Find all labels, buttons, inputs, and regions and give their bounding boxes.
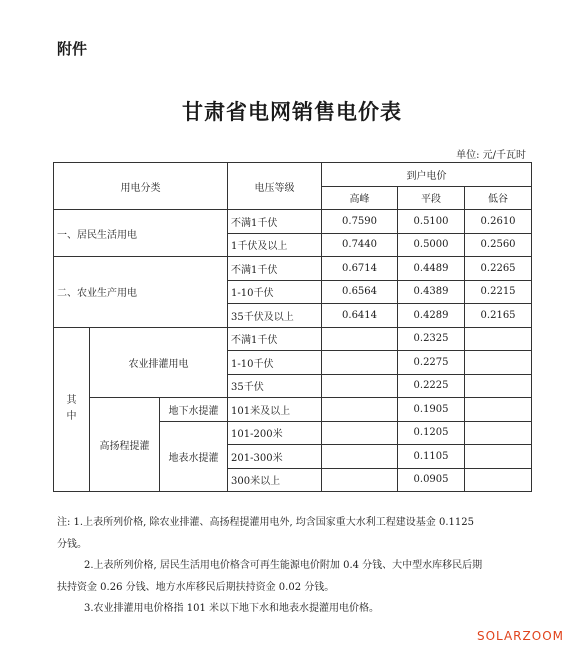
of-which-char-2: 中 <box>66 411 77 423</box>
peak-cell-empty <box>322 468 398 492</box>
note-2a: 2.上表所列价格, 居民生活用电价格含可再生能源电价附加 0.4 分钱、大中型水库移民后期 <box>84 560 483 571</box>
voltage-cell: 不满1千伏 <box>228 327 322 351</box>
voltage-cell: 201-300米 <box>228 445 322 469</box>
table-row <box>54 327 532 351</box>
header-category: 用电分类 <box>54 163 228 210</box>
flat-cell: 0.1105 <box>398 445 465 469</box>
of-which-label <box>54 327 90 492</box>
voltage-cell: 1-10千伏 <box>228 280 322 304</box>
table-row <box>54 257 532 281</box>
peak-cell-empty <box>322 445 398 469</box>
peak-cell: 0.7440 <box>322 233 398 257</box>
watermark: SOLARZOOM <box>476 629 564 643</box>
valley-cell-empty <box>465 445 532 469</box>
voltage-cell: 101米及以上 <box>228 398 322 422</box>
note-1a: 注: 1.上表所列价格, 除农业排灌、高扬程提灌用电外, 均含国家重大水利工程建设基金 0.1125 <box>57 517 474 528</box>
flat-cell: 0.2325 <box>398 327 465 351</box>
voltage-cell: 35千伏及以上 <box>228 304 322 328</box>
peak-cell-empty <box>322 398 398 422</box>
peak-cell: 0.6414 <box>322 304 398 328</box>
subcategory-groundwater: 地下水提灌 <box>160 398 228 422</box>
valley-cell: 0.2165 <box>465 304 532 328</box>
flat-cell: 0.1205 <box>398 421 465 445</box>
voltage-cell: 不满1千伏 <box>228 257 322 281</box>
valley-cell: 0.2215 <box>465 280 532 304</box>
valley-cell: 0.2265 <box>465 257 532 281</box>
page-title: 甘肃省电网销售电价表 <box>182 99 402 124</box>
flat-cell: 0.5000 <box>398 233 465 257</box>
peak-cell-empty <box>322 351 398 375</box>
voltage-cell: 1-10千伏 <box>228 351 322 375</box>
of-which-char-1: 其 <box>66 395 77 407</box>
header-voltage: 电压等级 <box>228 163 322 210</box>
valley-cell-empty <box>465 351 532 375</box>
header-price-group: 到户电价 <box>322 163 532 187</box>
valley-cell-empty <box>465 374 532 398</box>
voltage-cell: 1千伏及以上 <box>228 233 322 257</box>
flat-cell: 0.0905 <box>398 468 465 492</box>
note-1b: 分钱。 <box>57 538 87 550</box>
peak-cell: 0.6564 <box>322 280 398 304</box>
table-header-row <box>54 163 532 187</box>
voltage-cell: 101-200米 <box>228 421 322 445</box>
valley-cell-empty <box>465 398 532 422</box>
table-row <box>54 210 532 234</box>
subcategory-surface: 地表水提灌 <box>160 421 228 492</box>
flat-cell: 0.4489 <box>398 257 465 281</box>
valley-cell: 0.2560 <box>465 233 532 257</box>
category-high-lift: 高扬程提灌 <box>90 398 160 492</box>
category-residential: 一、居民生活用电 <box>54 210 228 257</box>
header-valley: 低谷 <box>465 186 532 210</box>
note-3: 3.农业排灌用电价格指 101 米以下地下水和地表水提灌用电价格。 <box>84 603 379 614</box>
note-2b: 扶持资金 0.26 分钱、地方水库移民后期扶持资金 0.02 分钱。 <box>57 581 335 593</box>
valley-cell-empty <box>465 421 532 445</box>
price-table <box>53 162 532 492</box>
category-agriculture: 二、农业生产用电 <box>54 257 228 328</box>
peak-cell: 0.7590 <box>322 210 398 234</box>
peak-cell-empty <box>322 421 398 445</box>
valley-cell-empty <box>465 327 532 351</box>
valley-cell-empty <box>465 468 532 492</box>
peak-cell-empty <box>322 327 398 351</box>
voltage-cell: 35千伏 <box>228 374 322 398</box>
valley-cell: 0.2610 <box>465 210 532 234</box>
flat-cell: 0.4389 <box>398 280 465 304</box>
category-drainage: 农业排灌用电 <box>90 327 228 398</box>
attachment-label: 附件 <box>57 40 88 58</box>
flat-cell: 0.4289 <box>398 304 465 328</box>
header-peak: 高峰 <box>322 186 398 210</box>
notes <box>57 512 537 620</box>
flat-cell: 0.5100 <box>398 210 465 234</box>
peak-cell-empty <box>322 374 398 398</box>
table-row <box>54 398 532 422</box>
header-flat: 平段 <box>398 186 465 210</box>
flat-cell: 0.2225 <box>398 374 465 398</box>
flat-cell: 0.1905 <box>398 398 465 422</box>
flat-cell: 0.2275 <box>398 351 465 375</box>
voltage-cell: 不满1千伏 <box>228 210 322 234</box>
voltage-cell: 300米以上 <box>228 468 322 492</box>
peak-cell: 0.6714 <box>322 257 398 281</box>
unit-label: 单位: 元/千瓦时 <box>456 150 526 161</box>
